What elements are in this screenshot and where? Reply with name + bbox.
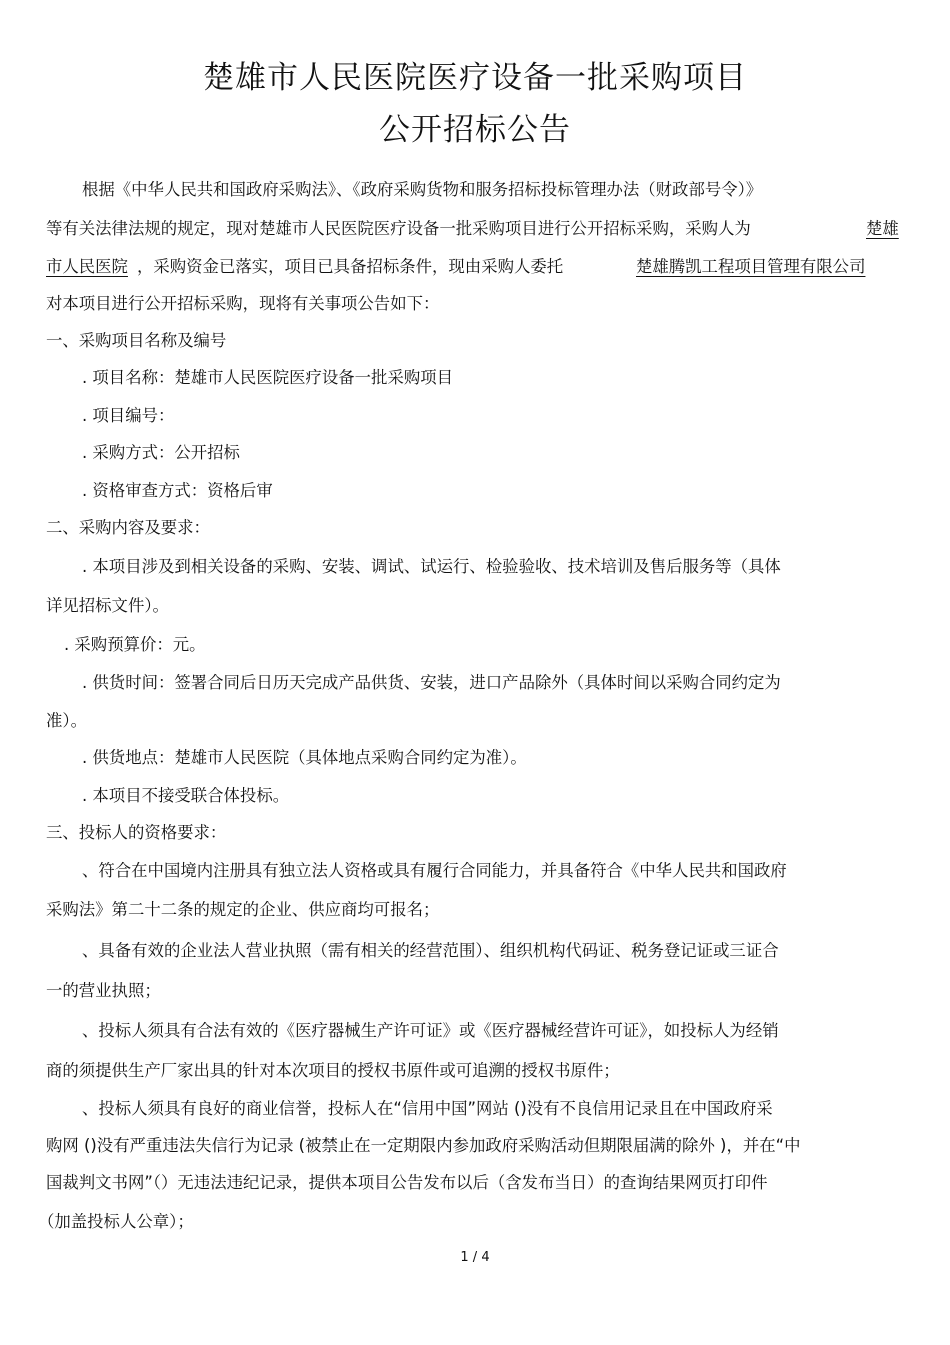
- section2-item-scope-b: 详见招标文件）。: [46, 596, 169, 615]
- section2-item-delivery-time-b: 准）。: [46, 711, 87, 730]
- intro-line-2: 等有关法律法规的规定，现对楚雄市人民医院医疗设备一批采购项目进行公开招标采购，采购人为: [46, 219, 751, 238]
- section3-item4-b: 购网 ()没有严重违法失信行为记录 (被禁止在一定期限内参加政府采购活动但期限届满的除外 )，并在“中: [46, 1136, 801, 1155]
- section3-item2-b: 一的营业执照；: [46, 981, 161, 1000]
- agency-name: 楚雄腾凯工程项目管理有限公司: [636, 257, 866, 276]
- intro-line-1: 根据《中华人民共和国政府采购法》、《政府采购货物和服务招标投标管理办法（财政部号令）》: [82, 180, 763, 199]
- page-number: 1 / 4: [460, 1250, 490, 1265]
- section3-item2-a: 、具备有效的企业法人营业执照（需有相关的经营范围）、组织机构代码证、税务登记证或三证合: [82, 941, 779, 960]
- section1-item-review: . 资格审查方式：资格后审: [82, 481, 273, 500]
- purchaser-name-part1: 楚雄: [866, 219, 899, 238]
- purchaser-name-part2: 市人民医院: [46, 257, 128, 276]
- section3-heading: 三、投标人的资格要求：: [46, 823, 227, 842]
- section2-item-consortium: . 本项目不接受联合体投标。: [82, 786, 290, 805]
- section2-item-scope-a: . 本项目涉及到相关设备的采购、安装、调试、试运行、检验验收、技术培训及售后服务等（具体: [82, 557, 781, 576]
- section2-item-delivery-place: . 供货地点：楚雄市人民医院（具体地点采购合同约定为准）。: [82, 748, 527, 767]
- section1-item-project-name: . 项目名称：楚雄市人民医院医疗设备一批采购项目: [82, 368, 454, 387]
- section1-item-method: . 采购方式：公开招标: [82, 443, 240, 462]
- section3-item3-a: 、投标人须具有合法有效的《医疗器械生产许可证》或《医疗器械经营许可证》，如投标人为经销: [82, 1021, 779, 1040]
- section2-item-delivery-time-a: . 供货时间：签署合同后日历天完成产品供货、安装，进口产品除外（具体时间以采购合同约定为: [82, 673, 781, 692]
- section3-item3-b: 商的须提供生产厂家出具的针对本次项目的授权书原件或可追溯的授权书原件；: [46, 1061, 620, 1080]
- section1-heading: 一、采购项目名称及编号: [46, 331, 227, 350]
- intro-line-3: ，采购资金已落实，项目已具备招标条件，现由采购人委托: [137, 257, 564, 276]
- section2-item-budget: . 采购预算价：元。: [64, 635, 206, 654]
- section3-item1-b: 采购法》第二十二条的规定的企业、供应商均可报名；: [46, 900, 440, 919]
- intro-line-4: 对本项目进行公开招标采购，现将有关事项公告如下：: [46, 294, 440, 313]
- section3-item4-c: 国裁判文书网”（）无违法违纪记录，提供本项目公告发布以后（含发布当日）的查询结果网页打印件: [46, 1173, 768, 1192]
- section3-item4-a: 、投标人须具有良好的商业信誉，投标人在“信用中国”网站 ()没有不良信用记录且在中国政府采: [82, 1099, 773, 1118]
- title-line-2: 公开招标公告: [379, 112, 571, 148]
- section3-item4-d: （加盖投标人公章）；: [38, 1212, 194, 1231]
- title-line-1: 楚雄市人民医院医疗设备一批采购项目: [203, 60, 747, 96]
- section1-item-project-number: . 项目编号：: [82, 406, 175, 425]
- section2-heading: 二、采购内容及要求：: [46, 518, 210, 537]
- section3-item1-a: 、符合在中国境内注册具有独立法人资格或具有履行合同能力，并具备符合《中华人民共和国政府: [82, 861, 787, 880]
